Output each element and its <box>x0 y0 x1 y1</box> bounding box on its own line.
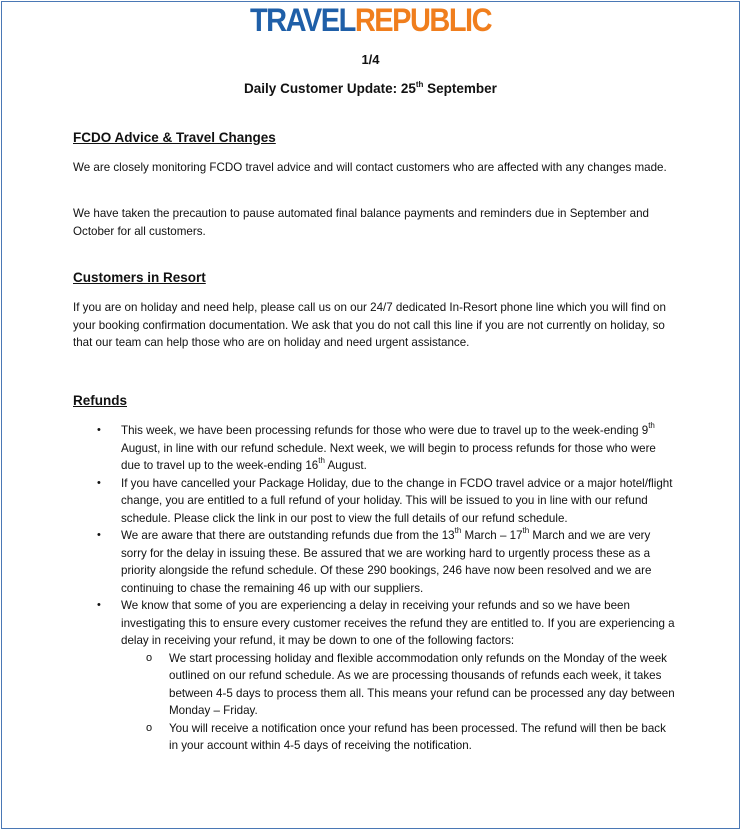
list-item <box>73 422 677 475</box>
page-number: 1/4 <box>361 52 380 67</box>
refund-1-sup-1: th <box>648 421 655 431</box>
paragraph-resort-1: If you are on holiday and need help, please call us on our 24/7 dedicated In-Resort phone line which you will find on your booking confirmation documentation. We ask that you do not call this line if you are not currently on holiday, so that our team can help those who are on holiday and need urgent assistance. <box>73 301 666 349</box>
heading-refunds: Refunds <box>73 393 127 408</box>
circle-bullet-icon: o <box>146 651 153 664</box>
refunds-list <box>73 422 677 755</box>
refund-factor-1-text: We start processing holiday and flexible accommodation only refunds on the Monday of the week outlined on our refund schedule. As we are processing thousands of refunds each week, it takes between 4-5 days to process them all. This means your refund can be processed any day between Monday – Friday. <box>169 651 675 717</box>
travel-republic-logo <box>2 3 739 40</box>
document-page <box>1 1 740 829</box>
refund-1-sup-2: th <box>318 456 325 466</box>
list-item <box>73 475 677 528</box>
refund-2-text: If you have cancelled your Package Holiday, due to the change in FCDO travel advice or a major hotel/flight change, you are entitled to a full refund of your holiday. This will be issued to you in line with our refund schedule. Please click the link in our post to view the full details of our refund schedule. <box>121 476 673 525</box>
title-suffix: September <box>423 81 497 96</box>
bullet-icon: • <box>97 529 101 541</box>
list-item <box>73 597 677 755</box>
bullet-icon: • <box>97 476 101 489</box>
heading-customers-in-resort: Customers in Resort <box>73 270 206 285</box>
circle-bullet-icon: o <box>146 721 153 734</box>
refund-factor-2-text: You will receive a notification once your refund has been processed. The refund will then be back in your account within 4-5 days of receiving the notification. <box>169 721 666 752</box>
bullet-icon: • <box>97 424 101 436</box>
logo-republic-text: REPUBLIC <box>354 3 492 39</box>
bullet-icon: • <box>97 599 101 611</box>
refund-3-sup-2: th <box>522 526 530 536</box>
list-item <box>121 720 677 755</box>
logo-travel-text: TRAVEL <box>249 3 355 39</box>
heading-fcdo: FCDO Advice & Travel Changes <box>73 130 276 145</box>
list-item <box>73 527 677 597</box>
refund-4-text: We know that some of you are experiencing a delay in receiving your refunds and so we have been investigating this to ensure every customer receives the refund they are entitled to. If you are experiencing a delay in receiving your refund, it may be down to one of the following factors: <box>121 599 675 647</box>
refund-3-text-c: March and we are very sorry for the delay in issuing these. Be assured that we are working hard to urgently process these as a priority alongside the refund schedule. Of these 290 bookings, 246 have now been resolved and we are continuing to chase the remaining 46 up with our suppliers. <box>121 529 652 595</box>
paragraph-fcdo-2: We have taken the precaution to pause automated final balance payments and reminders due in September and October for all customers. <box>73 207 649 238</box>
refund-3-sup-1: th <box>454 526 462 536</box>
page-title <box>2 81 739 96</box>
list-item <box>121 650 677 720</box>
title-sup: th <box>415 79 424 89</box>
paragraph-fcdo-1: We are closely monitoring FCDO travel advice and will contact customers who are affected with any changes made. <box>73 161 667 174</box>
refund-factors-list <box>121 650 677 755</box>
refund-1-text-b: August, in line with our refund schedule. Next week, we will begin to process refunds for those who were due to travel up to the week-ending 16 <box>121 441 656 472</box>
title-prefix: Daily Customer Update: 25 <box>244 81 416 96</box>
refund-3-text-b: March – 17 <box>461 529 523 542</box>
refund-1-text-c: August. <box>324 459 367 472</box>
refund-3-text-a: We are aware that there are outstanding refunds due from the 13 <box>121 529 455 542</box>
refund-1-text-a: This week, we have been processing refunds for those who were due to travel up to the week-ending 9 <box>121 424 649 437</box>
